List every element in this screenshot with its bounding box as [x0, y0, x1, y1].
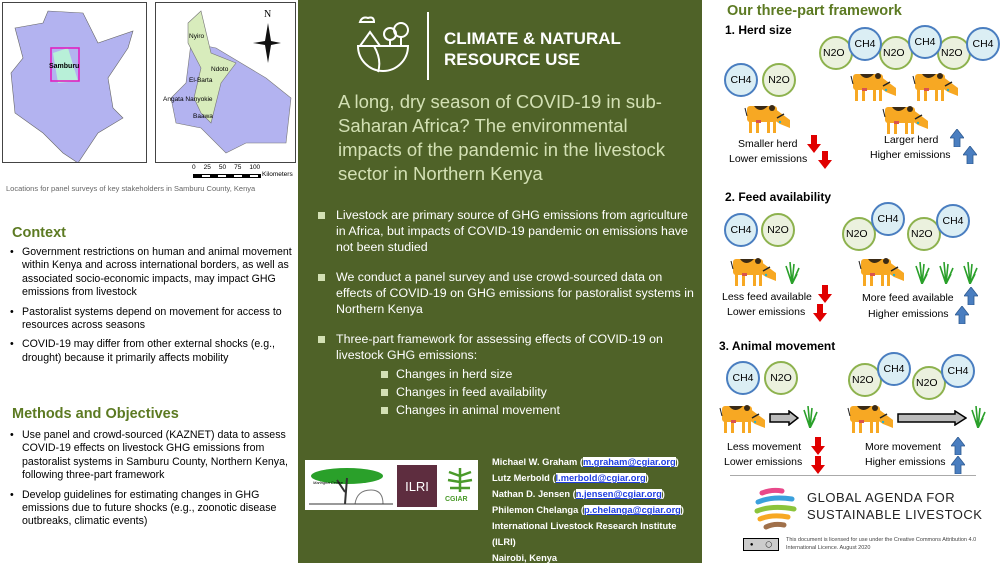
- authors: [492, 454, 702, 566]
- theme-line: RESOURCE USE: [444, 50, 581, 69]
- cow-icon: [719, 402, 769, 434]
- arrow-up-icon: [950, 129, 964, 147]
- sub-bullet: Changes in animal movement: [336, 402, 696, 418]
- author: Lutz Merbold (l.merbold@cgiar.org): [492, 473, 649, 483]
- arrow-up-icon: [951, 437, 965, 455]
- author-name: Michael W. Graham: [492, 457, 578, 467]
- cow-icon: [882, 103, 932, 135]
- effect-label: Higher emissions: [868, 308, 949, 320]
- ch4-bubble: CH4: [941, 354, 975, 388]
- scale-ticks: [192, 164, 260, 171]
- n2o-bubble: N2O: [879, 36, 913, 70]
- framework-heading: Our three-part framework: [727, 3, 902, 19]
- main-bullets: [316, 207, 696, 432]
- methods-bullet: • Develop guidelines for estimating changes in GHG emissions due to future shocks (e.g., zoonotic disease outbreaks, climatic events): [2, 489, 294, 529]
- main-bullet: Livestock are primary source of GHG emissions from agriculture in Africa, but impacts of COVID-19 pandemic on emissions have not been studied: [316, 207, 696, 255]
- sub-bullets: [336, 366, 696, 418]
- ch4-bubble: CH4: [726, 361, 760, 395]
- license-text: This document is licensed for use under the Creative Commons Attribution 4.0 International Licence. August 2020: [786, 537, 977, 551]
- effect-label: More movement: [865, 441, 941, 453]
- ward-label: Baawa: [193, 113, 213, 120]
- poster-title: A long, dry season of COVID-19 in sub-Saharan Africa? The environmental impacts of the pandemic in the livestock sector in Northern Kenya: [338, 91, 665, 184]
- sub-bullet: Changes in feed availability: [336, 384, 696, 400]
- scale-tick: 50: [218, 164, 227, 171]
- effect-label: Larger herd: [884, 134, 939, 146]
- author-name: Philemon Chelanga: [492, 505, 579, 515]
- cgiar-label: CGIAR: [445, 496, 468, 503]
- framework-panel: [702, 0, 1000, 563]
- effect-label: Higher emissions: [870, 149, 951, 161]
- left-column: [0, 0, 298, 563]
- section-title: 3. Animal movement: [719, 339, 836, 353]
- effect-label: Lower emissions: [729, 153, 808, 165]
- section-title: 1. Herd size: [725, 23, 792, 37]
- methods-list: [2, 429, 294, 535]
- scale-tick: 75: [234, 164, 242, 171]
- affiliation: International Livestock Research Institute (ILRI): [492, 521, 677, 547]
- samburu-map: [155, 2, 296, 163]
- effect-label: Higher emissions: [865, 456, 946, 468]
- grass-icon: [962, 262, 978, 284]
- ch4-bubble: CH4: [848, 27, 882, 61]
- cow-icon: [730, 255, 780, 287]
- gasl-text: [807, 489, 982, 523]
- arrow-down-icon: [811, 456, 825, 474]
- scale-tick: 25: [203, 164, 211, 171]
- by-icon: ◯: [765, 542, 773, 548]
- grass-icon: [914, 262, 930, 284]
- ch4-bubble: CH4: [936, 204, 970, 238]
- location: Nairobi, Kenya: [492, 553, 558, 563]
- ch4-bubble: CH4: [871, 202, 905, 236]
- sub-bullet: Changes in herd size: [336, 366, 696, 382]
- arrow-down-icon: [811, 437, 825, 455]
- author: Philemon Chelanga (p.chelanga@cgiar.org): [492, 505, 684, 515]
- center-panel: [298, 0, 702, 563]
- scale-unit: Kilometers: [262, 171, 293, 178]
- context-list: [2, 246, 294, 371]
- ch4-bubble: CH4: [724, 213, 758, 247]
- n2o-bubble: N2O: [764, 361, 798, 395]
- author-name: Lutz Merbold: [492, 473, 550, 483]
- arrow-down-icon: [818, 151, 832, 169]
- grass-icon: [938, 262, 954, 284]
- n2o-bubble: N2O: [937, 36, 971, 70]
- section-title: 2. Feed availability: [725, 190, 832, 204]
- context-bullet: • Pastoralist systems depend on movement for access to resources across seasons: [2, 306, 294, 333]
- theme-line: CLIMATE & NATURAL: [444, 29, 621, 48]
- arrow-up-icon: [963, 146, 977, 164]
- movement-arrow-icon: [769, 410, 799, 426]
- author-name: Nathan D. Jensen: [492, 489, 571, 499]
- cow-icon: [912, 70, 962, 102]
- samburu-map-graphic: [156, 3, 296, 163]
- theme-title: [444, 28, 621, 70]
- maringira-label: Maringira Centre: [313, 480, 343, 485]
- ch4-bubble: CH4: [724, 63, 758, 97]
- scale-bar: [193, 174, 261, 178]
- ilri-logo: ILRI: [397, 465, 437, 507]
- author-email-link[interactable]: p.chelanga@cgiar.org: [583, 505, 681, 515]
- kenya-map: [2, 2, 147, 163]
- effect-label: Less movement: [727, 441, 802, 453]
- ch4-bubble: CH4: [877, 352, 911, 386]
- effect-label: Lower emissions: [724, 456, 803, 468]
- ward-label: Angata Nanyokie: [163, 96, 213, 103]
- arrow-up-icon: [951, 456, 965, 474]
- author-email-link[interactable]: n.jensen@cgiar.org: [575, 489, 662, 499]
- n2o-bubble: N2O: [912, 366, 946, 400]
- cow-icon: [847, 402, 897, 434]
- partner-logos: [305, 460, 478, 510]
- effect-label: Lower emissions: [727, 306, 806, 318]
- scale-tick: 0: [192, 164, 196, 171]
- effect-label: More feed available: [862, 292, 954, 304]
- movement-arrow-icon: [897, 410, 967, 426]
- cgiar-leaf-icon: [445, 466, 475, 494]
- cc-icon: ●: [749, 541, 754, 548]
- n2o-bubble: N2O: [848, 363, 882, 397]
- main-bullet-text: Three-part framework for assessing effects of COVID-19 on livestock GHG emissions:: [336, 332, 663, 362]
- n2o-bubble: N2O: [842, 217, 876, 251]
- scale-tick: 100: [249, 164, 261, 171]
- effect-label: Smaller herd: [738, 138, 798, 150]
- author-email-link[interactable]: l.merbold@cgiar.org: [555, 473, 646, 483]
- n2o-bubble: N2O: [907, 217, 941, 251]
- author-email-link[interactable]: m.graham@cgiar.org: [582, 457, 676, 467]
- ch4-bubble: CH4: [908, 25, 942, 59]
- grass-icon: [802, 406, 818, 428]
- gasl-logo: [754, 487, 804, 531]
- cow-icon: [858, 255, 908, 287]
- map-caption: Locations for panel surveys of key stakeholders in Samburu County, Kenya: [6, 184, 256, 193]
- arrow-down-icon: [818, 285, 832, 303]
- header-divider: [427, 12, 429, 80]
- methods-bullet: • Use panel and crowd-sourced (KAZNET) data to assess COVID-19 effects on livestock GHG emissions from pastoralist systems in Samburu County, Northern Kenya, following three-part framework: [2, 429, 294, 483]
- main-bullet: [316, 331, 696, 418]
- north-label: N: [264, 9, 272, 20]
- context-bullet: • COVID-19 may differ from other external shocks (e.g., drought) because it primarily affects mobility: [2, 338, 294, 365]
- context-bullet: • Government restrictions on human and animal movement within Kenya and across international borders, as well as associated socio-economic impacts, may impact GHG emissions from livestock: [2, 246, 294, 300]
- n2o-bubble: N2O: [762, 63, 796, 97]
- kenya-map-graphic: [3, 3, 147, 163]
- n2o-bubble: N2O: [761, 213, 795, 247]
- arrow-up-icon: [964, 287, 978, 305]
- climate-landscape-icon: [354, 12, 412, 74]
- main-bullet: We conduct a panel survey and use crowd-sourced data on effects of COVID-19 on GHG emissions for pastoralist systems in Northern Kenya: [316, 269, 696, 317]
- ward-label: El-Barta: [189, 77, 213, 84]
- gasl-line: SUSTAINABLE LIVESTOCK: [807, 507, 983, 522]
- grass-icon: [784, 262, 800, 284]
- arrow-up-icon: [955, 306, 969, 324]
- cow-icon: [850, 70, 900, 102]
- cc-by-badge: [743, 538, 779, 551]
- effect-label: Less feed available: [722, 291, 812, 303]
- author: Michael W. Graham (m.graham@cgiar.org): [492, 457, 679, 467]
- methods-heading: Methods and Objectives: [12, 406, 179, 422]
- cow-icon: [744, 102, 794, 134]
- grass-icon: [970, 406, 986, 428]
- author: Nathan D. Jensen (n.jensen@cgiar.org): [492, 489, 665, 499]
- ch4-bubble: CH4: [966, 27, 1000, 61]
- context-heading: Context: [12, 225, 66, 241]
- samburu-label: Samburu: [49, 63, 80, 70]
- gasl-line: GLOBAL AGENDA FOR: [807, 490, 956, 505]
- divider: [730, 475, 976, 476]
- maringira-logo: [307, 464, 393, 508]
- ward-label: Nyiro: [189, 33, 205, 40]
- arrow-down-icon: [813, 304, 827, 322]
- n2o-bubble: N2O: [819, 36, 853, 70]
- ward-label: Ndoto: [211, 66, 229, 73]
